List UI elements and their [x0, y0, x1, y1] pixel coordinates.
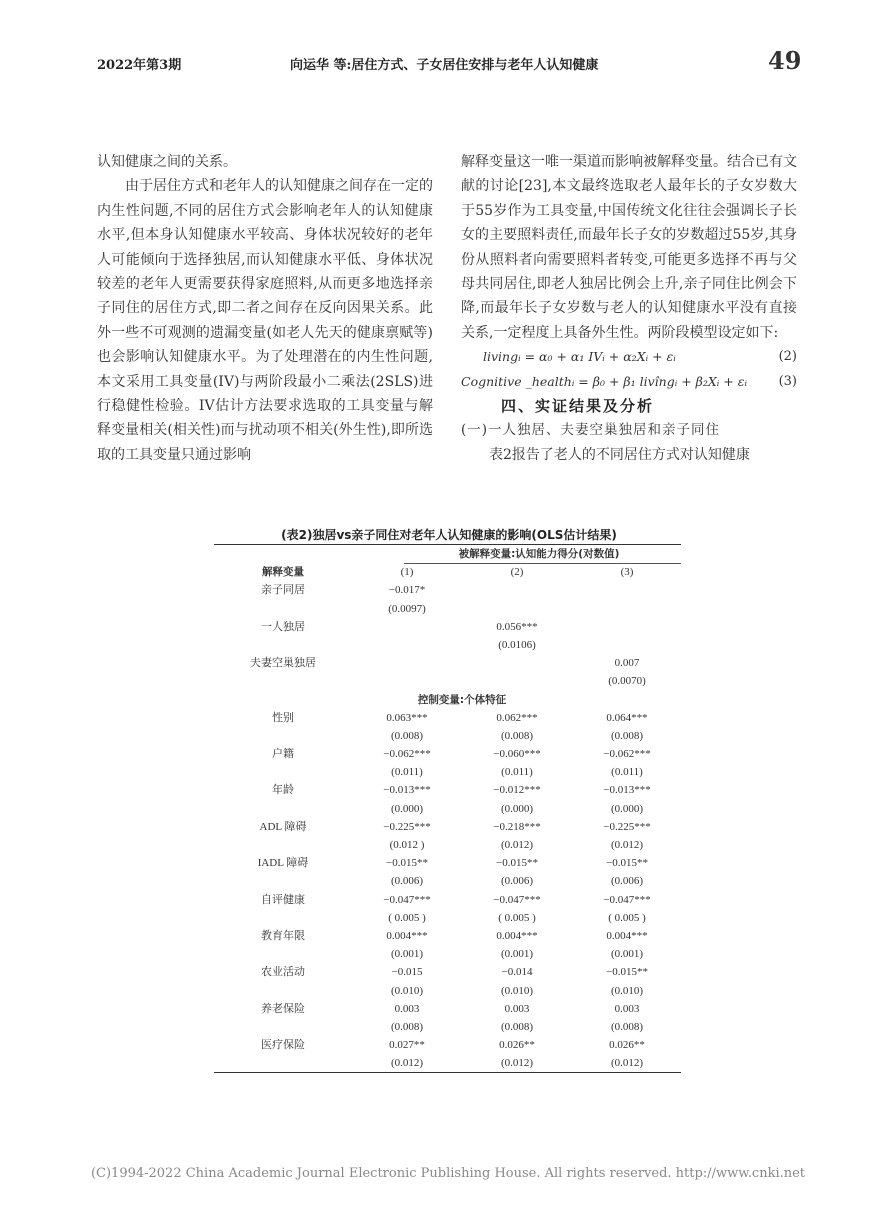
coefficient: 0.003: [394, 1002, 420, 1015]
standard-error: (0.006): [390, 875, 424, 888]
standard-error: (0.012): [500, 1057, 534, 1070]
coefficient: 0.026**: [499, 1039, 535, 1052]
equation-number: (2): [778, 349, 797, 365]
standard-error: (0.000): [610, 802, 644, 815]
standard-error: (0.001): [500, 948, 534, 961]
paragraph: 由于居住方式和老年人的认知健康之间存在一定的内生性问题,不同的居住方式会影响老年人的认知健康水平,但本身认知健康水平较高、身体状况较好的老年人可能倾向于选择独居,而认知健康水平低、身体状况较差的老年人更需要获得家庭照料,从而更多地选择亲子同住的居住方式,即二者之间存在反向因果关系。此外一些不可观测的遗漏变量(如老人先天的健康禀赋等)也会影响认知健康水平。为了处理潜在的内生性问题,本文采用工具变量(IV)与两阶段最小二乘法(2SLS)进行稳健性检验。IV估计方法要求选取的工具变量与解释变量相关(相关性)而与扰动项不相关(外生性),即所选取的工具变量只通过影响: [97, 178, 433, 463]
standard-error: (0.0106): [498, 638, 536, 651]
coefficient: −0.012***: [493, 784, 541, 797]
coefficient: 0.062***: [496, 711, 538, 724]
paragraph: 解释变量这一唯一渠道而影响被解释变量。结合已有文献的讨论[23],本文最终选取老人最年长的子女岁数大于55岁作为工具变量,中国传统文化往往会强调长子长女的主要照料责任,而最年长子女的岁数超过55岁,其身份从照料者向需要照料者转变,可能更多选择不再与父母共同居住,即老人独居比例会上升,亲子同住比例会下降,而最年长子女岁数与老人的认知健康水平没有直接关系,一定程度上具备外生性。两阶段模型设定如下:: [461, 154, 797, 341]
coefficient: −0.017*: [388, 584, 426, 597]
standard-error: (0.010): [500, 984, 534, 997]
table-row: [214, 818, 681, 836]
coefficient: 0.003: [614, 1002, 640, 1015]
standard-error: (0.012 ): [389, 839, 425, 851]
table-row: [214, 1036, 681, 1054]
coefficient: −0.062***: [603, 748, 651, 761]
standard-error: (0.006): [500, 875, 534, 888]
table-row: [214, 763, 681, 781]
standard-error: (0.011): [391, 766, 423, 779]
table-row: [214, 836, 681, 854]
coefficient: −0.225***: [603, 820, 651, 833]
row-label: 一人独居: [261, 620, 305, 633]
table-row: [214, 654, 681, 672]
coefficient: −0.015**: [606, 857, 648, 870]
row-label: 夫妻空巢独居: [250, 657, 316, 670]
coefficient: 0.064***: [606, 711, 648, 724]
standard-error: (0.012): [390, 1057, 424, 1070]
coefficient: −0.218***: [493, 820, 541, 833]
regression-table: [214, 544, 681, 1073]
coefficient: 0.063***: [386, 711, 428, 724]
running-header-issue: 2022年第3期: [97, 58, 182, 73]
row-label: ADL 障碍: [259, 820, 307, 833]
standard-error: (0.0070): [608, 675, 646, 688]
coefficient: −0.047***: [603, 893, 651, 906]
coefficient: −0.047***: [493, 893, 541, 906]
standard-error: (0.008): [390, 1020, 424, 1033]
row-label: 教育年限: [261, 929, 305, 942]
coefficient: 0.004***: [496, 929, 538, 942]
standard-error: (0.000): [390, 802, 424, 815]
table-row: [214, 618, 681, 636]
standard-error: (0.012): [500, 839, 534, 851]
table-row: [214, 1054, 681, 1072]
table-row: [214, 963, 681, 981]
coefficient: −0.015**: [386, 857, 428, 870]
coefficient: −0.014: [501, 966, 533, 979]
standard-error: (0.012): [610, 839, 644, 851]
standard-error: ( 0.005 ): [608, 911, 646, 924]
standard-error: (0.011): [501, 766, 533, 779]
paragraph: 表2报告了老人的不同居住方式对认知健康: [489, 446, 750, 463]
left-column: [97, 150, 433, 467]
table-row: [214, 800, 681, 818]
column-header: 解释变量: [262, 566, 304, 579]
coefficient: 0.027**: [389, 1039, 425, 1052]
row-label: 农业活动: [261, 966, 305, 979]
row-label: 亲子同居: [261, 584, 305, 597]
table-row: [214, 891, 681, 909]
table-row: [214, 636, 681, 654]
column-header: (3): [620, 566, 634, 579]
standard-error: (0.008): [500, 1020, 534, 1033]
coefficient: −0.013***: [603, 784, 651, 797]
table-row: [214, 672, 681, 690]
coefficient: 0.003: [504, 1002, 530, 1015]
standard-error: (0.010): [390, 984, 424, 997]
table-row: [214, 781, 681, 799]
table-row: [214, 945, 681, 963]
row-label: 户籍: [272, 748, 294, 761]
standard-error: (0.001): [610, 948, 644, 961]
coefficient: −0.015: [391, 966, 423, 979]
table-row: [214, 600, 681, 618]
coefficient: −0.060***: [493, 748, 541, 761]
table-row: [214, 581, 681, 599]
coefficient: −0.015**: [496, 857, 538, 870]
standard-error: (0.006): [610, 875, 644, 888]
equation-number: (3): [778, 373, 797, 389]
standard-error: (0.010): [610, 984, 644, 997]
running-header-title: 向运华 等:居住方式、子女居住安排与老年人认知健康: [290, 58, 599, 73]
standard-error: (0.008): [610, 729, 644, 742]
section-title: 四、实证结果及分析: [501, 397, 655, 416]
equation-formula: Cognitive _healthᵢ = β₀ + β₁ livîngᵢ + β₂Xᵢ + εᵢ: [461, 373, 747, 389]
copyright-footer: (C)1994-2022 China Academic Journal Electronic Publishing House. All rights reserved. http://www.cnki.net: [90, 1166, 806, 1181]
table-row: [214, 709, 681, 727]
control-variables-header: 控制变量:个体特征: [417, 693, 507, 706]
coefficient: 0.007: [614, 657, 640, 670]
standard-error: (0.012): [610, 1057, 644, 1070]
row-label: IADL 障碍: [257, 857, 309, 870]
row-label: 医疗保险: [261, 1039, 305, 1052]
table-row: [214, 727, 681, 745]
paragraph: 认知健康之间的关系。: [97, 154, 237, 170]
standard-error: (0.008): [390, 729, 424, 742]
coefficient: −0.047***: [383, 893, 431, 906]
dependent-variable-header: 被解释变量:认知能力得分(对数值): [458, 548, 620, 560]
standard-error: (0.0097): [388, 602, 426, 615]
row-label: 养老保险: [261, 1002, 305, 1015]
page-number: 49: [768, 46, 802, 75]
coefficient: 0.056***: [496, 620, 538, 633]
control-header-row: [214, 691, 681, 709]
standard-error: ( 0.005 ): [388, 911, 426, 924]
table-row: [214, 745, 681, 763]
row-label: 自评健康: [261, 893, 305, 906]
table-row: [214, 872, 681, 890]
coefficient: 0.004***: [386, 929, 428, 942]
table-header-row: [214, 563, 681, 581]
equation-2: [461, 345, 797, 369]
column-header: (1): [400, 566, 414, 579]
standard-error: (0.008): [610, 1020, 644, 1033]
table-row: [214, 1018, 681, 1036]
right-column: [461, 150, 797, 467]
coefficient: −0.015**: [606, 966, 648, 979]
standard-error: (0.001): [390, 948, 424, 961]
row-label: 性别: [272, 711, 294, 724]
equation-formula: livingᵢ = α₀ + α₁ IVᵢ + α₂Xᵢ + εᵢ: [483, 349, 676, 365]
standard-error: (0.000): [500, 802, 534, 815]
table-header-row: [214, 545, 681, 563]
subsection-title: (一)一人独居、夫妻空巢独居和亲子同住: [461, 422, 721, 439]
table-row: [214, 854, 681, 872]
row-label: 年龄: [272, 784, 294, 797]
coefficient: −0.062***: [383, 748, 431, 761]
column-header: (2): [510, 566, 524, 579]
table-row: [214, 1000, 681, 1018]
table-caption: (表2)独居vs亲子同住对老年人认知健康的影响(OLS估计结果): [281, 528, 617, 542]
coefficient: −0.013***: [383, 784, 431, 797]
table-row: [214, 982, 681, 1000]
coefficient: −0.225***: [383, 820, 431, 833]
coefficient: 0.026**: [609, 1039, 645, 1052]
standard-error: (0.008): [500, 729, 534, 742]
table-row: [214, 909, 681, 927]
coefficient: 0.004***: [606, 929, 648, 942]
equation-3: [461, 370, 797, 394]
standard-error: (0.011): [611, 766, 643, 779]
standard-error: ( 0.005 ): [498, 911, 536, 924]
control-rows: [214, 709, 681, 1073]
table-row: [214, 927, 681, 945]
